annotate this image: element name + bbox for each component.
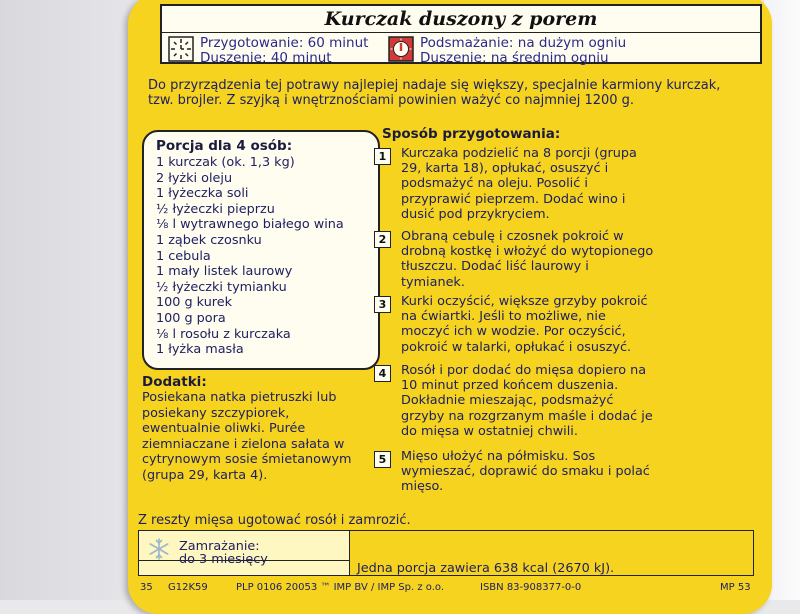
step-text: Mięso ułożyć na półmisku. Sos wymieszać, doprawić do smaku i polać mięso. bbox=[401, 449, 650, 495]
ingredient-item: ⅛ l rosołu z kurczaka bbox=[156, 326, 291, 342]
header-divider bbox=[162, 32, 760, 33]
time-info bbox=[200, 36, 368, 66]
recipe-card bbox=[128, 0, 772, 614]
intro-text: Do przyrządzenia tej potrawy najlepiej nadaje się większy, specjalnie karmiony kurczak, tzw. brojler. Z szyjką i wnętrznościami powinien ważyć co najmniej 1200 g. bbox=[148, 78, 721, 108]
step-number: 1 bbox=[374, 148, 391, 165]
ingredient-item: ⅛ l wytrawnego białego wina bbox=[156, 217, 344, 233]
step-text: Obraną cebulę i czosnek pokroić w drobną kostkę i włożyć do wytopionego tłuszczu. Dodać liść laurowy i tymianek. bbox=[401, 229, 654, 290]
step-number: 5 bbox=[374, 451, 391, 468]
ingredient-item: 2 łyżki oleju bbox=[156, 170, 233, 186]
rest-note: Z reszty mięsa ugotować rosół i zamrozić. bbox=[138, 513, 411, 528]
side-dishes-heading: Dodatki: bbox=[142, 374, 207, 390]
card-code: G12K59 bbox=[168, 582, 208, 593]
background-left bbox=[0, 0, 140, 600]
ingredients-list bbox=[156, 155, 378, 358]
snowflake-icon bbox=[147, 537, 171, 561]
clock-icon bbox=[168, 36, 194, 62]
ingredient-item: 1 łyżeczka soli bbox=[156, 186, 249, 202]
side-dishes-text: Posiekana natka pietruszki lub posiekany szczypiorek, ewentualnie oliwki. Purée ziemniaczane i zielona sałata w cytrynowym sosie śmietanowym (grupa 29, karta 4). bbox=[142, 390, 352, 483]
fry-heat: Podsmażanie: na dużym ogniu bbox=[420, 35, 627, 51]
step-number: 3 bbox=[374, 296, 391, 313]
calorie-info: Jedna porcja zawiera 638 kcal (2670 kJ). bbox=[357, 561, 615, 576]
isbn: ISBN 83-908377-0-0 bbox=[480, 582, 582, 593]
stew-time: Duszenie: 40 minut bbox=[200, 50, 332, 66]
freezing-text bbox=[179, 540, 268, 566]
ingredient-item: 1 kurczak (ok. 1,3 kg) bbox=[156, 155, 295, 170]
freezing-panel bbox=[139, 531, 350, 575]
page-number: 35 bbox=[140, 582, 153, 593]
freezing-label: Zamrażanie: bbox=[179, 539, 260, 554]
freezing-info-box bbox=[138, 530, 754, 576]
ingredients-heading: Porcja dla 4 osób: bbox=[156, 138, 293, 154]
ingredient-item: ½ łyżeczki pieprzu bbox=[156, 201, 275, 217]
ingredient-item: 1 cebula bbox=[156, 248, 211, 264]
mp-code: MP 53 bbox=[720, 582, 751, 593]
ingredient-item: 100 g kurek bbox=[156, 295, 233, 311]
heat-dial-icon bbox=[388, 36, 414, 62]
step-text: Kurczaka podzielić na 8 porcji (grupa 29, karta 18), opłukać, osuszyć i podsmażyć na oleju. Posolić i przyprawić pieprzem. Dodać wino i dusić pod przykryciem. bbox=[401, 146, 637, 222]
ingredient-item: 1 ząbek czosnku bbox=[156, 232, 262, 248]
prep-time: Przygotowanie: 60 minut bbox=[200, 35, 369, 51]
method-heading: Sposób przygotowania: bbox=[382, 126, 561, 142]
step-number: 4 bbox=[374, 365, 391, 382]
step-text: Rosół i por dodać do mięsa dopiero na 10 minut przed końcem duszenia. Dokładnie mieszając, podsmażyć grzyby na rozgrzanym maśle i dodać je do mięsa w ostatniej chwili. bbox=[401, 363, 653, 439]
ingredient-item: 1 mały listek laurowy bbox=[156, 264, 293, 280]
ingredients-box bbox=[142, 130, 380, 370]
ingredient-item: ½ łyżeczki tymianku bbox=[156, 279, 287, 295]
heat-info bbox=[420, 36, 626, 66]
ingredient-item: 1 łyżka masła bbox=[156, 342, 244, 358]
step-number: 2 bbox=[374, 231, 391, 248]
step-text: Kurki oczyścić, większe grzyby pokroić na ćwiartki. Jeśli to możliwe, nie moczyć ich w wodzie. Por oczyścić, pokroić w talarki, opłukać i osuszyć. bbox=[401, 294, 648, 355]
publisher-info: PLP 0106 20053 ™ IMP BV / IMP Sp. z o.o. bbox=[236, 582, 445, 593]
recipe-header bbox=[160, 4, 762, 64]
freezing-value: do 3 miesięcy bbox=[179, 552, 268, 567]
stew-heat: Duszenie: na średnim ogniu bbox=[420, 50, 609, 66]
ingredient-item: 100 g pora bbox=[156, 310, 226, 326]
recipe-title: Kurczak duszony z porem bbox=[324, 8, 598, 30]
